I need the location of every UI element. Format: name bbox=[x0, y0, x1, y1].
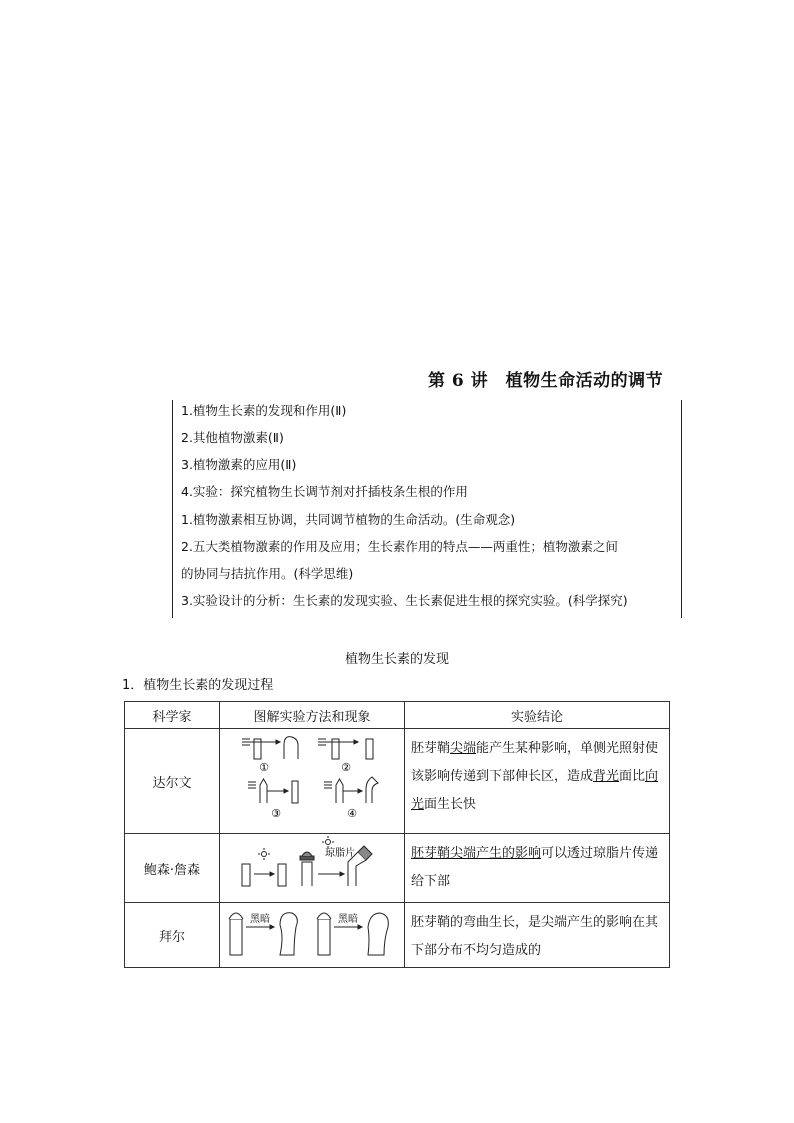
requirement-line: 1.植物生长素的发现和作用(Ⅱ) bbox=[181, 403, 347, 418]
conclusion-text: 向光 bbox=[411, 769, 659, 812]
conclusion-text: 背光 bbox=[593, 769, 620, 784]
section-title: 植物生长素的发现 bbox=[344, 652, 449, 667]
conclusion-text: 可以透过琼脂片传递给下部 bbox=[411, 846, 659, 889]
requirement-line: 1.植物激素相互协调，共同调节植物的生命活动。(生命观念) bbox=[181, 512, 516, 527]
table-row bbox=[125, 729, 670, 834]
table-row bbox=[125, 903, 670, 968]
darwin-figure bbox=[220, 729, 405, 834]
figure-label: 琼脂片 bbox=[325, 848, 355, 859]
header-scientist: 科学家 bbox=[125, 702, 220, 729]
requirement-line: 2.五大类植物激素的作用及应用；生长素作用的特点——两重性；植物激素之间 bbox=[181, 539, 618, 554]
requirement-line: 的协同与拮抗作用。(科学思维) bbox=[181, 566, 354, 581]
darwin-experiment-diagram bbox=[220, 729, 404, 829]
figure-label: ③ bbox=[271, 807, 281, 820]
requirement-line: 4.实验：探究植物生长调节剂对扦插枝条生根的作用 bbox=[181, 484, 468, 499]
conclusion-cell bbox=[405, 729, 670, 834]
lesson-title: 第 6 讲 植物生命活动的调节 bbox=[428, 371, 664, 391]
paal-experiment-diagram bbox=[220, 903, 404, 963]
subsection-title: 1．植物生长素的发现过程 bbox=[122, 678, 274, 693]
conclusion-text: 面比 bbox=[619, 769, 646, 784]
table-header-row bbox=[125, 702, 670, 729]
requirements-box bbox=[172, 400, 682, 618]
conclusion-text: 能产生某种影响，单侧光照射使该影响传递到下部伸长区，造成 bbox=[411, 741, 659, 784]
conclusion-text: 面生长快 bbox=[424, 797, 477, 812]
conclusion-text: 胚芽鞘的弯曲生长，是尖端产生的影响在其下部分布不均匀造成的 bbox=[411, 915, 659, 958]
header-method: 图解实验方法和现象 bbox=[220, 702, 405, 729]
scientist-name: 拜尔 bbox=[125, 903, 220, 968]
conclusion-cell bbox=[405, 903, 670, 968]
figure-label: ④ bbox=[347, 807, 357, 820]
requirement-line: 3.实验设计的分析：生长素的发现实验、生长素促进生根的探究实验。(科学探究) bbox=[181, 593, 628, 608]
jensen-figure bbox=[220, 834, 405, 903]
jensen-experiment-diagram bbox=[220, 834, 404, 898]
paal-figure bbox=[220, 903, 405, 968]
figure-label: 黑暗 bbox=[250, 914, 270, 925]
requirement-line: 2.其他植物激素(Ⅱ) bbox=[181, 430, 284, 445]
conclusion-cell bbox=[405, 834, 670, 903]
conclusion-text: 胚芽鞘尖端产生的影响 bbox=[411, 846, 542, 861]
header-conclusion: 实验结论 bbox=[405, 702, 670, 729]
table-row bbox=[125, 834, 670, 903]
requirement-line: 3.植物激素的应用(Ⅱ) bbox=[181, 457, 297, 472]
conclusion-text: 胚芽鞘 bbox=[411, 741, 451, 756]
figure-label: 黑暗 bbox=[338, 914, 358, 925]
figure-label: ① bbox=[259, 761, 269, 774]
scientist-name: 达尔文 bbox=[125, 729, 220, 834]
scientist-name: 鲍森·詹森 bbox=[125, 834, 220, 903]
figure-label: ② bbox=[341, 761, 351, 774]
experiment-table bbox=[124, 701, 670, 968]
conclusion-text: 尖端 bbox=[450, 741, 477, 756]
